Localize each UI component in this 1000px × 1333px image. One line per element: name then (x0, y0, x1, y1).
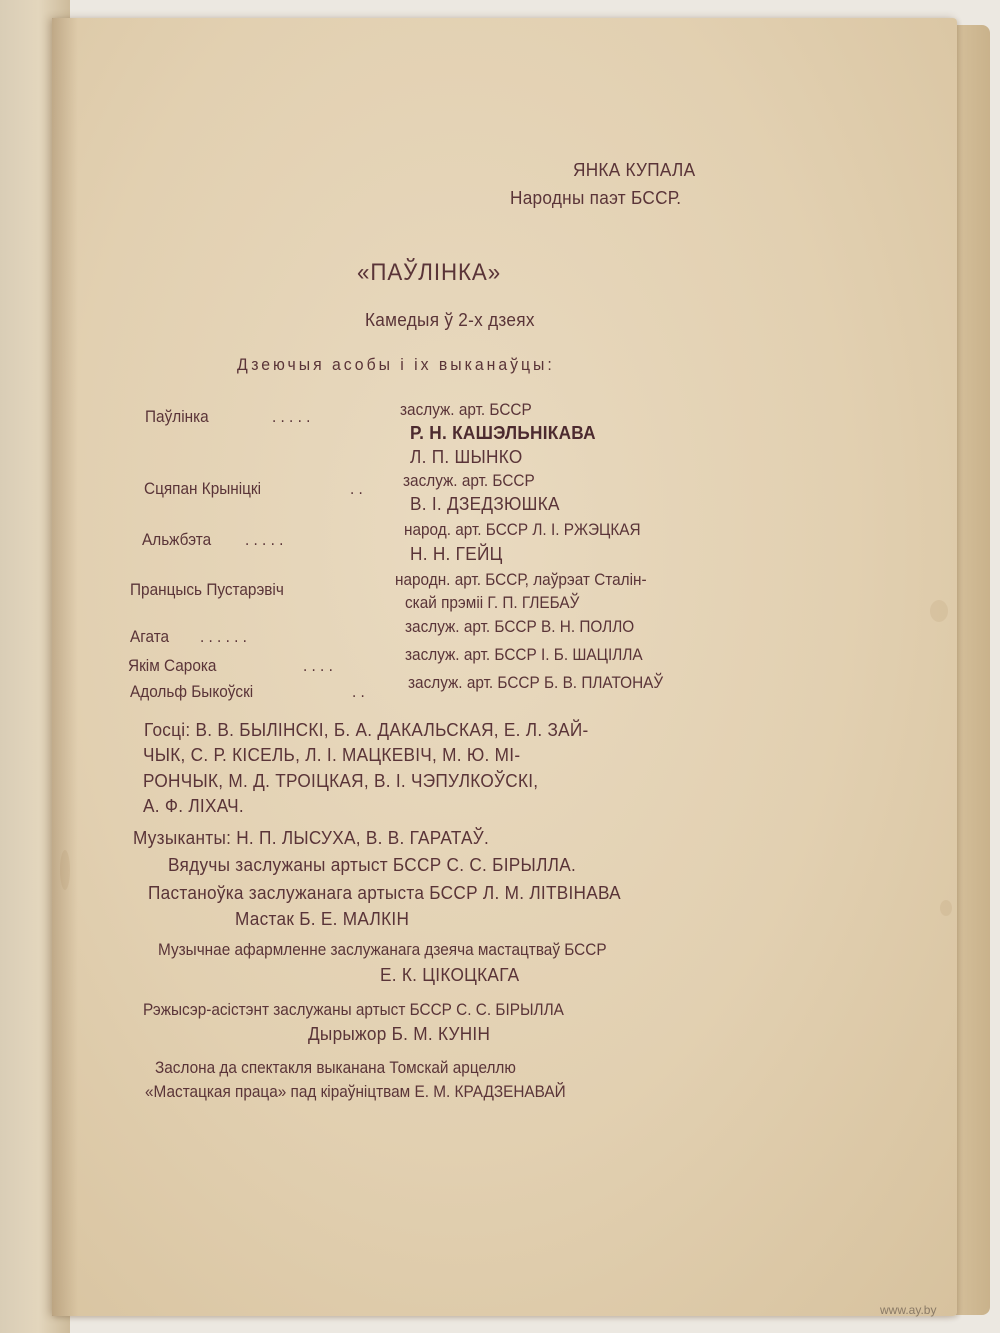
cast-role-dots: . . (350, 480, 363, 498)
credit-conductor: Дырыжор Б. М. КУНІН (308, 1023, 491, 1044)
credit-host: Вядучы заслужаны артыст БССР С. С. БІРЫЛЛА. (168, 854, 577, 875)
credit-musicians: Музыканты: Н. П. ЛЫСУХА, В. В. ГАРАТАЎ. (133, 827, 490, 848)
page-gutter-shadow (52, 18, 78, 1316)
cast-role-name: Паўлінка (145, 408, 209, 426)
credit-artist: Мастак Б. Е. МАЛКІН (235, 908, 410, 929)
cast-role-name: Якім Сарока (128, 657, 217, 675)
cast-performer-line: Р. Н. КАШЭЛЬНІКАВА (410, 422, 596, 443)
credit-curtain-line-1: Заслона да спектакля выканана Томскай арцеллю (155, 1059, 516, 1077)
cast-performer-line: скай прэміі Г. П. ГЛЕБАЎ (405, 594, 580, 612)
cast-performer-line: заслуж. арт. БССР І. Б. ШАЦІЛЛА (405, 646, 643, 664)
cast-performer-line: заслуж. арт. БССР Б. В. ПЛАТОНАЎ (408, 674, 664, 692)
cast-role-name: Сцяпан Крыніцкі (144, 480, 262, 498)
cast-role-dots: . . . . . (245, 531, 284, 549)
play-title: «ПАЎЛІНКА» (357, 259, 502, 286)
author-name: ЯНКА КУПАЛА (573, 159, 696, 180)
cast-performer-line: народ. арт. БССР Л. І. РЖЭЦКАЯ (404, 521, 641, 539)
paper-stain (930, 600, 948, 622)
cast-role-dots: . . . . (303, 657, 333, 675)
paper-stain (60, 850, 70, 890)
cast-performer-line: Н. Н. ГЕЙЦ (410, 543, 503, 564)
cast-performer-line: заслуж. арт. БССР (400, 401, 532, 419)
cast-performer-line: заслуж. арт. БССР (403, 472, 535, 490)
cast-performer-line: В. І. ДЗЕДЗЮШКА (410, 493, 560, 514)
cast-role-dots: . . (352, 683, 365, 701)
guests-line: А. Ф. ЛІХАЧ. (143, 795, 244, 816)
play-genre: Камедыя ў 2-х дзеях (365, 309, 535, 330)
guests-line: РОНЧЫК, М. Д. ТРОІЦКАЯ, В. І. ЧЭПУЛКОЎСКІ, (143, 770, 539, 791)
credit-curtain-line-2: «Мастацкая праца» пад кіраўніцтвам Е. М. КРАДЗЕНАВАЙ (145, 1083, 566, 1101)
credit-music-design-name: Е. К. ЦІКОЦКАГА (380, 964, 520, 985)
cast-role-dots: . . . . . . (200, 628, 247, 646)
cast-heading: Дзеючыя асобы і іх выканаўцы: (237, 355, 555, 374)
author-title: Народны паэт БССР. (510, 187, 682, 208)
cast-role-name: Агата (130, 628, 170, 646)
cast-role-name: Пранцысь Пустарэвіч (130, 581, 284, 599)
cast-performer-line: народн. арт. БССР, лаўрэат Сталін- (395, 571, 647, 589)
credit-music-design: Музычнае афармленне заслужанага дзеяча мастацтваў БССР (158, 941, 607, 959)
guests-line: ЧЫК, С. Р. КІСЕЛЬ, Л. І. МАЦКЕВІЧ, М. Ю. МІ- (143, 744, 521, 765)
cast-performer-line: Л. П. ШЫНКО (410, 446, 523, 467)
paper-stain (940, 900, 952, 916)
watermark-text: www.ay.by (880, 1303, 937, 1317)
cast-performer-line: заслуж. арт. БССР В. Н. ПОЛЛО (405, 618, 635, 636)
guests-line: Госці: В. В. БЫЛІНСКІ, Б. А. ДАКАЛЬСКАЯ, Е. Л. ЗАЙ- (144, 719, 589, 740)
cast-role-name: Адольф Быкоўскі (130, 683, 254, 701)
cast-role-name: Альжбэта (142, 531, 212, 549)
credit-assistant-director: Рэжысэр-асістэнт заслужаны артыст БССР С. С. БІРЫЛЛА (143, 1001, 564, 1019)
credit-director: Пастаноўка заслужанага артыста БССР Л. М. ЛІТВІНАВА (148, 882, 621, 903)
cast-role-dots: . . . . . (272, 408, 311, 426)
